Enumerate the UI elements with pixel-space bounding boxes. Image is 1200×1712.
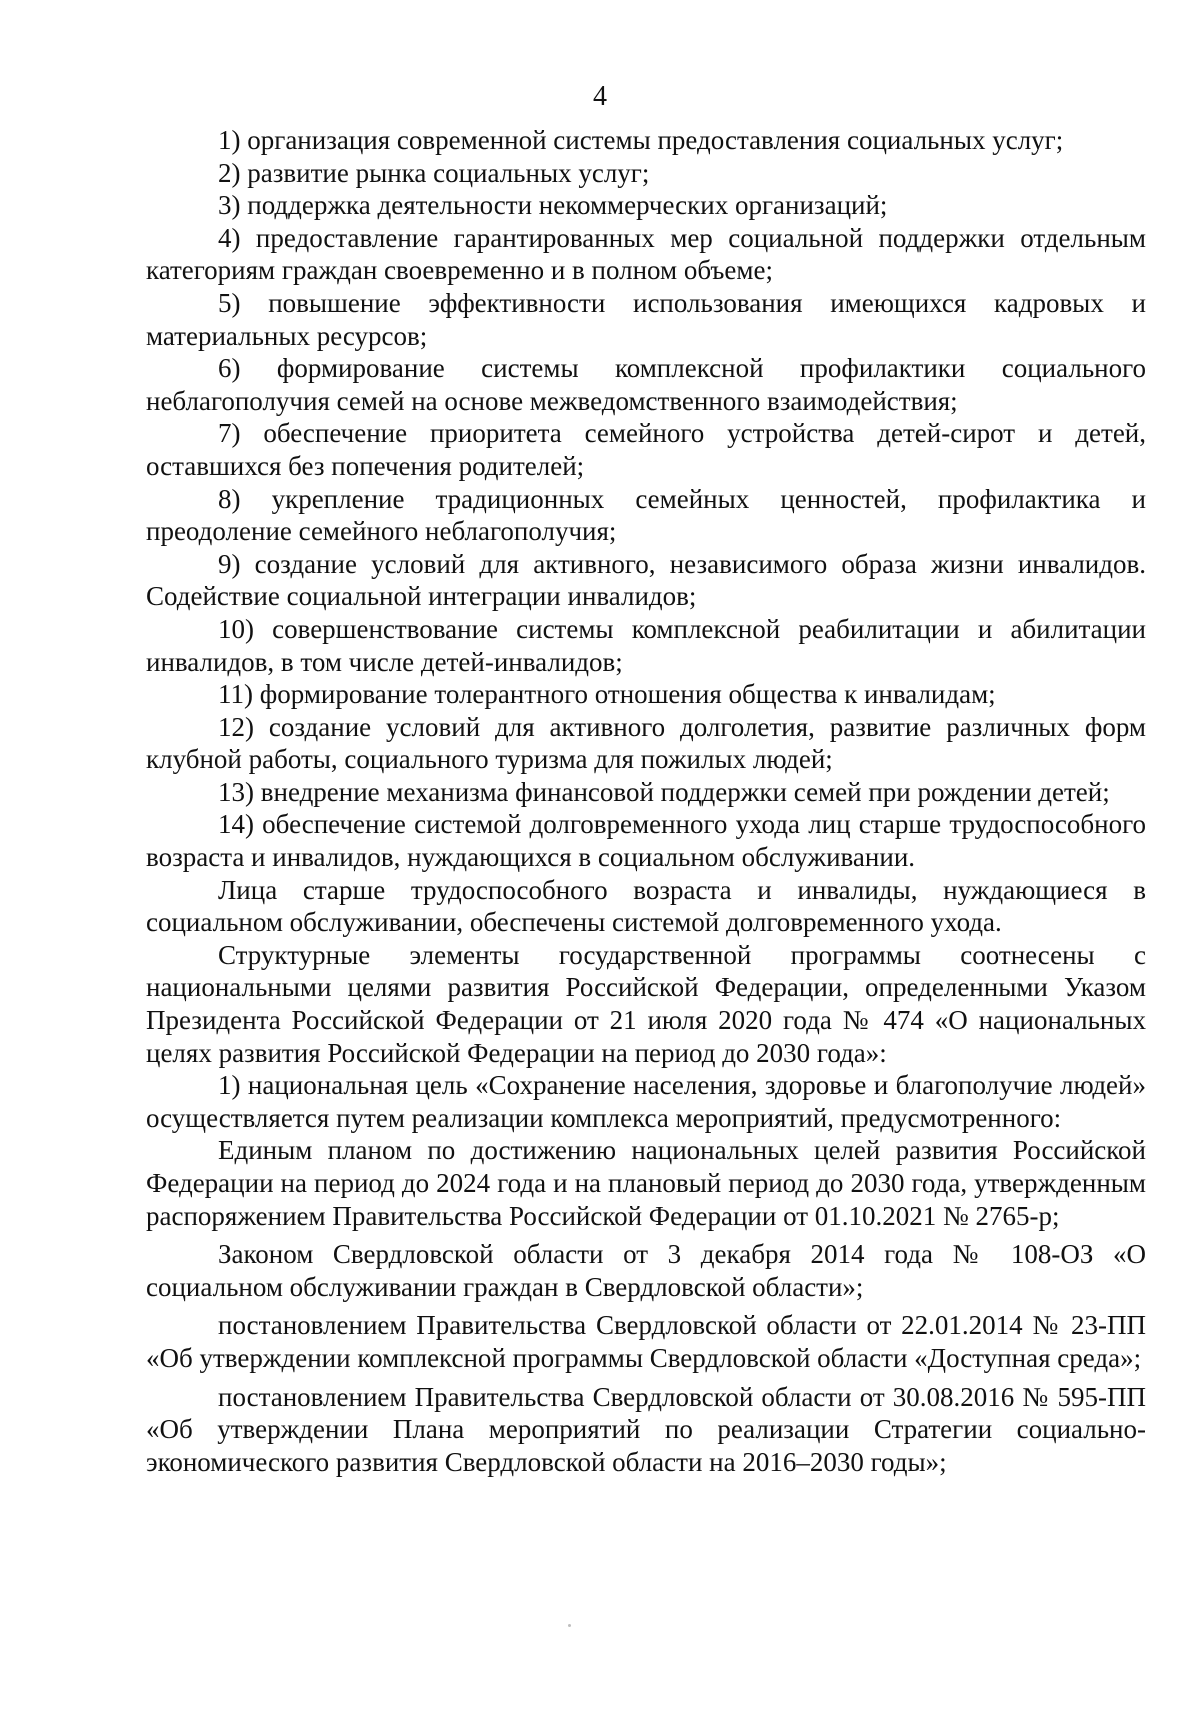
list-item-11: 11) формирование толерантного отношения общества к инвалидам; xyxy=(218,679,996,710)
unified-plan-paragraph: Единым планом по достижению национальных целей развития Российской Федерации на период до 2024 года и на плановый период до 2030 года, утвержденным распоряжением Правительства Российской Федерации от 01.10.2021 № 2765-р; xyxy=(146,1135,1146,1231)
list-item-3: 3) поддержка деятельности некоммерческих организаций; xyxy=(218,190,888,221)
list-item-5: 5) повышение эффективности использования имеющихся кадровых и материальных ресурсов; xyxy=(146,287,1146,351)
regional-law-paragraph: Законом Свердловской области от 3 декабря 2014 года № 108-ОЗ «О социальном обслуживании граждан в Свердловской области»; xyxy=(146,1239,1146,1302)
resolution-595-paragraph: постановлением Правительства Свердловской области от 30.08.2016 № 595-ПП «Об утверждении Плана мероприятий по реализации Стратегии социально-экономического развития Свердловской области на 2016–2030 годы»; xyxy=(146,1381,1146,1477)
list-item-13: 13) внедрение механизма финансовой поддержки семей при рождении детей; xyxy=(218,776,1110,807)
document-body xyxy=(146,124,1146,1478)
structural-elements-paragraph: Структурные элементы государственной программы соотнесены с национальными целями развития Российской Федерации, определенными Указом Президента Российской Федерации от 21 июля 2020 года № 474 «О национальных целях развития Российской Федерации на период до 2030 года»: xyxy=(146,939,1146,1068)
list-item-1: 1) организация современной системы предоставления социальных услуг; xyxy=(218,125,1064,155)
list-item-14: 14) обеспечение системой долговременного ухода лиц старше трудоспособного возраста и инвалидов, нуждающихся в социальном обслуживании. xyxy=(146,809,1146,873)
list-item-10: 10) совершенствование системы комплексной реабилитации и абилитации инвалидов, в том числе детей-инвалидов; xyxy=(146,613,1146,677)
list-item-9: 9) создание условий для активного, независимого образа жизни инвалидов. Содействие социальной интеграции инвалидов; xyxy=(146,548,1146,612)
list-item-8: 8) укрепление традиционных семейных ценностей, профилактика и преодоление семейного неблагополучия; xyxy=(146,483,1146,547)
list-item-2: 2) развитие рынка социальных услуг; xyxy=(218,157,650,188)
national-goal-paragraph: 1) национальная цель «Сохранение населения, здоровье и благополучие людей» осуществляется путем реализации комплекса мероприятий, предусмотренного: xyxy=(146,1070,1146,1133)
list-item-4: 4) предоставление гарантированных мер социальной поддержки отдельным категориям граждан своевременно и в полном объеме; xyxy=(146,222,1146,286)
list-item-12: 12) создание условий для активного долголетия, развитие различных форм клубной работы, социального туризма для пожилых людей; xyxy=(146,711,1146,775)
page-number: 4 xyxy=(593,81,607,112)
list-item-7: 7) обеспечение приоритета семейного устройства детей-сирот и детей, оставшихся без попечения родителей; xyxy=(146,418,1146,481)
scan-speck xyxy=(568,1624,571,1627)
ltc-paragraph: Лица старше трудоспособного возраста и инвалиды, нуждающиеся в социальном обслуживании, обеспечены системой долговременного ухода. xyxy=(146,874,1146,938)
resolution-23-paragraph: постановлением Правительства Свердловской области от 22.01.2014 № 23-ПП «Об утверждении комплексной программы Свердловской области «Доступная среда»; xyxy=(146,1310,1146,1373)
list-item-6: 6) формирование системы комплексной профилактики социального неблагополучия семей на основе межведомственного взаимодействия; xyxy=(146,353,1146,416)
